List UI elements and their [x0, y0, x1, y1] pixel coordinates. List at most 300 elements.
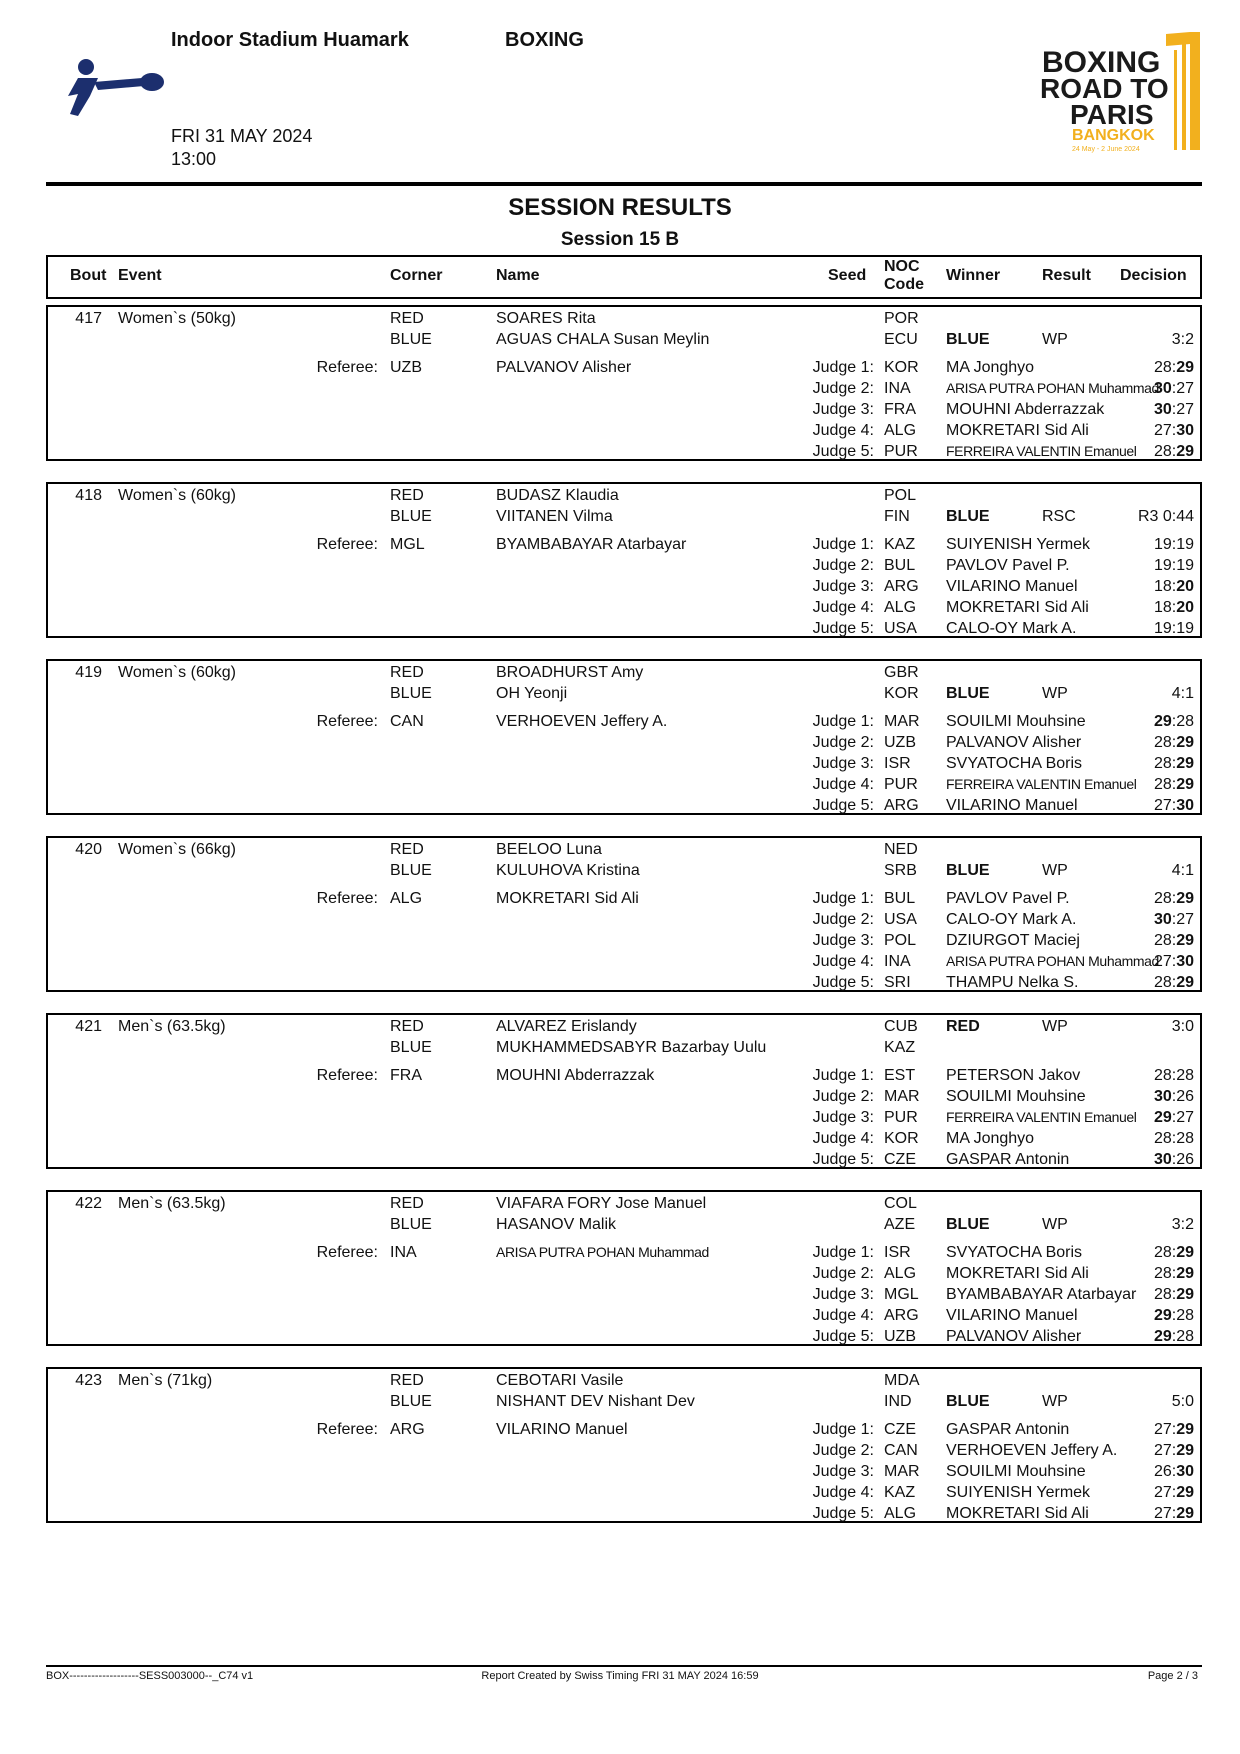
col-corner: Corner — [390, 267, 443, 284]
judge-name: PALVANOV Alisher — [946, 734, 1082, 751]
referee-name: BYAMBABAYAR Atarbayar — [496, 536, 687, 553]
judge-score: 26:30 — [1153, 1463, 1194, 1480]
judge-label: Judge 2: — [812, 380, 874, 397]
red-noc: POR — [884, 310, 919, 327]
judge-name: PAVLOV Pavel P. — [946, 557, 1070, 574]
result: WP — [1042, 1216, 1068, 1233]
judge-score-blue: 19 — [1176, 536, 1194, 553]
logo-line-dates: 24 May - 2 June 2024 — [1072, 146, 1140, 153]
winner: BLUE — [946, 862, 990, 879]
judge-noc: PUR — [884, 443, 918, 460]
judge-label: Judge 3: — [812, 755, 874, 772]
judge-score: 27:30 — [1153, 953, 1194, 970]
winner: BLUE — [946, 1216, 990, 1233]
judge-score-blue: 29 — [1176, 755, 1194, 772]
blue-noc: SRB — [884, 862, 917, 879]
col-result: Result — [1042, 267, 1091, 284]
judge-noc: UZB — [884, 734, 916, 751]
judge-score-red: 28 — [1153, 974, 1172, 991]
judge-name: FERREIRA VALENTIN Emanuel — [946, 776, 1137, 792]
judge-label: Judge 1: — [812, 1421, 874, 1438]
judge-score-red: 30 — [1153, 911, 1172, 928]
judge-noc: MGL — [884, 1286, 919, 1303]
judge-name: VERHOEVEN Jeffery A. — [946, 1442, 1118, 1459]
judge-name: ARISA PUTRA POHAN Muhammad — [946, 380, 1159, 396]
judge-score-red: 30 — [1153, 401, 1172, 418]
judge-score-blue: 27 — [1176, 911, 1194, 928]
winner: BLUE — [946, 1393, 990, 1410]
red-noc: NED — [884, 841, 918, 858]
judge-name: MA Jonghyo — [946, 1130, 1035, 1147]
judge-score-blue: 29 — [1176, 890, 1194, 907]
judge-score-red: 18 — [1153, 599, 1172, 616]
judge-label: Judge 3: — [812, 932, 874, 949]
blue-boxer-name: NISHANT DEV Nishant Dev — [496, 1393, 695, 1410]
judge-name: SOUILMI Mouhsine — [946, 1088, 1086, 1105]
blue-boxer-name: AGUAS CHALA Susan Meylin — [496, 331, 710, 348]
col-noc-line2: Code — [884, 276, 924, 293]
judge-score: 28:29 — [1153, 890, 1194, 907]
col-name: Name — [496, 267, 540, 284]
decision: 4:1 — [1171, 862, 1194, 879]
decision: 3:0 — [1171, 1018, 1194, 1035]
judge-score-blue: 20 — [1176, 578, 1194, 595]
judge-label: Judge 1: — [812, 536, 874, 553]
judge-label: Judge 5: — [812, 1505, 874, 1522]
judge-label: Judge 4: — [812, 953, 874, 970]
judge-score-red: 28 — [1153, 890, 1172, 907]
judge-score: 28:29 — [1153, 1286, 1194, 1303]
judge-score: 28:29 — [1153, 359, 1194, 376]
decision: 3:2 — [1171, 331, 1194, 348]
judge-label: Judge 4: — [812, 599, 874, 616]
judge-score-red: 19 — [1153, 557, 1172, 574]
red-boxer-name: BROADHURST Amy — [496, 664, 644, 681]
bout-number: 417 — [75, 310, 102, 327]
judge-score-blue: 29 — [1176, 1484, 1194, 1501]
judge-score: 28:28 — [1153, 1067, 1194, 1084]
bout-number: 419 — [75, 664, 102, 681]
judge-score: 28:29 — [1153, 776, 1194, 793]
judge-score-red: 18 — [1153, 578, 1172, 595]
judge-score: 28:29 — [1153, 1265, 1194, 1282]
judge-score: 18:20 — [1153, 599, 1194, 616]
decision: 3:2 — [1171, 1216, 1194, 1233]
judge-noc: UZB — [884, 1328, 916, 1345]
bout-block — [46, 1367, 1202, 1523]
judge-score-red: 28 — [1153, 1286, 1172, 1303]
blue-noc: KAZ — [884, 1039, 916, 1056]
blue-corner-label: BLUE — [390, 331, 432, 348]
judge-noc: CZE — [884, 1421, 916, 1438]
judge-score-blue: 30 — [1176, 797, 1194, 814]
judge-noc: KAZ — [884, 1484, 916, 1501]
blue-corner-label: BLUE — [390, 1393, 432, 1410]
referee-label: Referee: — [316, 1244, 378, 1261]
judge-label: Judge 5: — [812, 1328, 874, 1345]
judge-label: Judge 5: — [812, 620, 874, 637]
judge-name: GASPAR Antonin — [946, 1421, 1070, 1438]
judge-label: Judge 2: — [812, 734, 874, 751]
judge-name: MOUHNI Abderrazzak — [946, 401, 1105, 418]
boxing-pictogram-icon — [64, 56, 164, 118]
judge-score-red: 27 — [1153, 1484, 1172, 1501]
judge-score-blue: 29 — [1176, 734, 1194, 751]
logo-line-roadto: ROAD TO — [1040, 73, 1169, 104]
judge-score-red: 27 — [1153, 1442, 1172, 1459]
judge-name: MOKRETARI Sid Ali — [946, 1265, 1089, 1282]
judge-score-red: 27 — [1153, 797, 1172, 814]
judge-noc: MAR — [884, 1088, 920, 1105]
col-noc-line1: NOC — [884, 258, 920, 275]
referee-label: Referee: — [316, 536, 378, 553]
decision: 4:1 — [1171, 685, 1194, 702]
judge-noc: BUL — [884, 890, 916, 907]
judge-noc: POL — [884, 932, 917, 949]
referee-label: Referee: — [316, 1067, 378, 1084]
judge-noc: ALG — [884, 1265, 917, 1282]
red-noc: MDA — [884, 1372, 920, 1389]
judge-score-red: 28 — [1153, 755, 1172, 772]
bout-event: Women`s (50kg) — [118, 310, 236, 327]
header-divider — [46, 182, 1202, 186]
judge-score-red: 27 — [1153, 1421, 1172, 1438]
judge-score: 19:19 — [1153, 536, 1194, 553]
result: WP — [1042, 1018, 1068, 1035]
blue-noc: AZE — [884, 1216, 916, 1233]
judge-name: SVYATOCHA Boris — [946, 755, 1083, 772]
judge-label: Judge 5: — [812, 797, 874, 814]
red-corner-label: RED — [390, 1372, 424, 1389]
judge-name: MOKRETARI Sid Ali — [946, 599, 1089, 616]
judge-name: CALO-OY Mark A. — [946, 911, 1077, 928]
judge-score: 29:28 — [1153, 713, 1194, 730]
judge-name: SOUILMI Mouhsine — [946, 1463, 1086, 1480]
judge-score-blue: 29 — [1176, 932, 1194, 949]
judge-name: PAVLOV Pavel P. — [946, 890, 1070, 907]
judge-score-blue: 30 — [1176, 953, 1194, 970]
judge-score-red: 28 — [1153, 1244, 1172, 1261]
judge-noc: PUR — [884, 1109, 918, 1126]
logo-line-bangkok: BANGKOK — [1072, 127, 1155, 144]
judge-score: 27:29 — [1153, 1484, 1194, 1501]
judge-label: Judge 1: — [812, 359, 874, 376]
judge-score-red: 27 — [1153, 422, 1172, 439]
judge-score-blue: 29 — [1176, 1505, 1194, 1522]
judge-label: Judge 2: — [812, 557, 874, 574]
footer-divider — [46, 1665, 1202, 1667]
judge-score: 28:29 — [1153, 1244, 1194, 1261]
judge-label: Judge 4: — [812, 1307, 874, 1324]
bout-event: Women`s (60kg) — [118, 487, 236, 504]
blue-boxer-name: HASANOV Malik — [496, 1216, 617, 1233]
judge-noc: CAN — [884, 1442, 918, 1459]
col-seed: Seed — [828, 267, 867, 284]
judge-score-blue: 28 — [1176, 1067, 1194, 1084]
judge-noc: CZE — [884, 1151, 916, 1168]
judge-score-blue: 28 — [1176, 1307, 1194, 1324]
judge-label: Judge 4: — [812, 1484, 874, 1501]
judge-name: THAMPU Nelka S. — [946, 974, 1079, 991]
judge-score-blue: 28 — [1176, 713, 1194, 730]
bout-number: 423 — [75, 1372, 102, 1389]
bout-block — [46, 836, 1202, 992]
bout-block — [46, 305, 1202, 461]
judge-name: MA Jonghyo — [946, 359, 1035, 376]
judge-score-red: 27 — [1153, 953, 1172, 970]
judge-label: Judge 1: — [812, 1244, 874, 1261]
col-decision: Decision — [1120, 267, 1187, 284]
bout-number: 421 — [75, 1018, 102, 1035]
referee-label: Referee: — [316, 359, 378, 376]
bout-block — [46, 482, 1202, 638]
judge-score: 28:29 — [1153, 974, 1194, 991]
judge-score-blue: 29 — [1176, 359, 1194, 376]
judge-score-blue: 27 — [1176, 1109, 1194, 1126]
blue-corner-label: BLUE — [390, 1216, 432, 1233]
blue-noc: FIN — [884, 508, 910, 525]
bout-number: 418 — [75, 487, 102, 504]
judge-noc: KAZ — [884, 536, 916, 553]
judge-score: 19:19 — [1153, 620, 1194, 637]
judge-score-red: 19 — [1153, 620, 1172, 637]
judge-score-blue: 29 — [1176, 1265, 1194, 1282]
logo-line-paris: PARIS — [1070, 99, 1154, 130]
blue-boxer-name: OH Yeonji — [496, 685, 568, 702]
referee-noc: MGL — [390, 536, 425, 553]
judge-score: 30:27 — [1153, 401, 1194, 418]
session-datetime — [171, 125, 312, 171]
blue-boxer-name: VIITANEN Vilma — [496, 508, 613, 525]
judge-score: 30:26 — [1153, 1088, 1194, 1105]
decision: 5:0 — [1171, 1393, 1194, 1410]
judge-label: Judge 2: — [812, 1088, 874, 1105]
result: WP — [1042, 862, 1068, 879]
judge-score-red: 30 — [1153, 1151, 1172, 1168]
red-boxer-name: ALVAREZ Erislandy — [496, 1018, 637, 1035]
judge-noc: ARG — [884, 797, 919, 814]
judge-noc: INA — [884, 953, 911, 970]
judge-score-blue: 29 — [1176, 776, 1194, 793]
red-corner-label: RED — [390, 1018, 424, 1035]
winner: BLUE — [946, 685, 990, 702]
judge-label: Judge 3: — [812, 1463, 874, 1480]
judge-score-blue: 29 — [1176, 1421, 1194, 1438]
footer-page: Page 2 / 3 — [1147, 1670, 1198, 1682]
judge-score-blue: 30 — [1176, 1463, 1194, 1480]
judge-name: VILARINO Manuel — [946, 797, 1078, 814]
judge-noc: SRI — [884, 974, 911, 991]
blue-noc: IND — [884, 1393, 912, 1410]
bout-number: 422 — [75, 1195, 102, 1212]
red-noc: COL — [884, 1195, 917, 1212]
judge-label: Judge 5: — [812, 443, 874, 460]
judge-name: BYAMBABAYAR Atarbayar — [946, 1286, 1137, 1303]
judge-name: PETERSON Jakov — [946, 1067, 1081, 1084]
winner: BLUE — [946, 331, 990, 348]
judge-name: FERREIRA VALENTIN Emanuel — [946, 1109, 1137, 1125]
col-winner: Winner — [946, 267, 1001, 284]
judge-score-red: 28 — [1153, 932, 1172, 949]
judge-score-red: 29 — [1153, 1328, 1172, 1345]
judge-name: SUIYENISH Yermek — [946, 536, 1091, 553]
bout-event: Men`s (63.5kg) — [118, 1018, 226, 1035]
result: WP — [1042, 685, 1068, 702]
referee-noc: INA — [390, 1244, 417, 1261]
judge-noc: INA — [884, 380, 911, 397]
judge-label: Judge 3: — [812, 1109, 874, 1126]
judge-score: 29:28 — [1153, 1307, 1194, 1324]
bout-event: Women`s (60kg) — [118, 664, 236, 681]
referee-noc: FRA — [390, 1067, 422, 1084]
col-bout: Bout — [70, 267, 107, 284]
judge-noc: ARG — [884, 1307, 919, 1324]
judge-score-blue: 30 — [1176, 422, 1194, 439]
judge-name: MOKRETARI Sid Ali — [946, 422, 1089, 439]
judge-name: CALO-OY Mark A. — [946, 620, 1077, 637]
footer-code: BOX-------------------SESS003000--_C74 v1 — [46, 1670, 254, 1682]
judge-score-blue: 28 — [1176, 1130, 1194, 1147]
judge-label: Judge 2: — [812, 1442, 874, 1459]
result: WP — [1042, 1393, 1068, 1410]
judge-score-blue: 28 — [1176, 1328, 1194, 1345]
referee-name: MOKRETARI Sid Ali — [496, 890, 639, 907]
judge-score-blue: 27 — [1176, 380, 1194, 397]
judge-name: VILARINO Manuel — [946, 578, 1078, 595]
judge-noc: ALG — [884, 599, 917, 616]
judge-score: 28:29 — [1153, 443, 1194, 460]
judge-score-blue: 26 — [1176, 1151, 1194, 1168]
red-noc: CUB — [884, 1018, 918, 1035]
judge-name: FERREIRA VALENTIN Emanuel — [946, 443, 1137, 459]
judge-score-red: 28 — [1153, 1130, 1172, 1147]
judge-score-blue: 20 — [1176, 599, 1194, 616]
referee-noc: UZB — [390, 359, 422, 376]
judge-noc: ISR — [884, 1244, 911, 1261]
judge-score: 30:27 — [1153, 380, 1194, 397]
logo-line-boxing: BOXING — [1042, 46, 1161, 79]
blue-corner-label: BLUE — [390, 862, 432, 879]
referee-label: Referee: — [316, 890, 378, 907]
judge-label: Judge 5: — [812, 1151, 874, 1168]
judge-score: 19:19 — [1153, 557, 1194, 574]
blue-noc: ECU — [884, 331, 918, 348]
judge-noc: ALG — [884, 1505, 917, 1522]
judge-score-red: 28 — [1153, 734, 1172, 751]
judge-name: VILARINO Manuel — [946, 1307, 1078, 1324]
session-time: 13:00 — [171, 149, 217, 169]
judge-noc: MAR — [884, 1463, 920, 1480]
judge-label: Judge 2: — [812, 1265, 874, 1282]
footer-created: Report Created by Swiss Timing FRI 31 MAY 2024 16:59 — [481, 1670, 759, 1682]
judge-noc: EST — [884, 1067, 916, 1084]
bout-block — [46, 1013, 1202, 1169]
judge-label: Judge 1: — [812, 1067, 874, 1084]
judge-name: SOUILMI Mouhsine — [946, 713, 1086, 730]
red-boxer-name: BEELOO Luna — [496, 841, 602, 858]
referee-name: ARISA PUTRA POHAN Muhammad — [496, 1244, 709, 1260]
judge-score-red: 29 — [1153, 713, 1172, 730]
judge-score-red: 29 — [1153, 1109, 1172, 1126]
judge-noc: FRA — [884, 401, 916, 418]
judge-name: SUIYENISH Yermek — [946, 1484, 1091, 1501]
page-title: SESSION RESULTS — [508, 194, 732, 221]
judge-score-blue: 19 — [1176, 557, 1194, 574]
column-header — [46, 255, 1202, 299]
bout-event: Men`s (71kg) — [118, 1372, 213, 1389]
col-event: Event — [118, 267, 162, 284]
judge-score-blue: 29 — [1176, 1442, 1194, 1459]
referee-noc: ARG — [390, 1421, 425, 1438]
referee-name: PALVANOV Alisher — [496, 359, 632, 376]
red-corner-label: RED — [390, 1195, 424, 1212]
judge-score: 27:30 — [1153, 797, 1194, 814]
judge-score: 18:20 — [1153, 578, 1194, 595]
red-corner-label: RED — [390, 841, 424, 858]
blue-boxer-name: KULUHOVA Kristina — [496, 862, 640, 879]
judge-score-red: 30 — [1153, 1088, 1172, 1105]
judge-noc: USA — [884, 620, 917, 637]
judge-label: Judge 3: — [812, 401, 874, 418]
judge-noc: ISR — [884, 755, 911, 772]
bout-number: 420 — [75, 841, 102, 858]
winner: BLUE — [946, 508, 990, 525]
judge-score: 29:27 — [1153, 1109, 1194, 1126]
blue-boxer-name: MUKHAMMEDSABYR Bazarbay Uulu — [496, 1039, 767, 1056]
red-boxer-name: BUDASZ Klaudia — [496, 487, 619, 504]
judge-score-blue: 27 — [1176, 401, 1194, 418]
red-noc: GBR — [884, 664, 919, 681]
judge-score-red: 28 — [1153, 359, 1172, 376]
judge-label: Judge 4: — [812, 1130, 874, 1147]
decision: R3 0:44 — [1137, 508, 1194, 525]
red-boxer-name: SOARES Rita — [496, 310, 596, 327]
judge-name: MOKRETARI Sid Ali — [946, 1505, 1089, 1522]
red-corner-label: RED — [390, 310, 424, 327]
judge-score-red: 26 — [1153, 1463, 1172, 1480]
judge-noc: ARG — [884, 578, 919, 595]
referee-noc: CAN — [390, 713, 424, 730]
judge-score-blue: 29 — [1176, 1244, 1194, 1261]
session-date: FRI 31 MAY 2024 — [171, 126, 313, 146]
judge-label: Judge 2: — [812, 911, 874, 928]
judge-noc: ALG — [884, 422, 917, 439]
judge-score-blue: 29 — [1176, 443, 1194, 460]
judge-label: Judge 4: — [812, 776, 874, 793]
red-corner-label: RED — [390, 664, 424, 681]
judge-score-red: 28 — [1153, 1067, 1172, 1084]
judge-score-red: 28 — [1153, 443, 1172, 460]
judge-noc: BUL — [884, 557, 916, 574]
judge-name: SVYATOCHA Boris — [946, 1244, 1083, 1261]
judge-score-red: 27 — [1153, 1505, 1172, 1522]
bout-block — [46, 1190, 1202, 1346]
blue-noc: KOR — [884, 685, 919, 702]
judge-score: 27:30 — [1153, 422, 1194, 439]
bout-block — [46, 659, 1202, 815]
judge-noc: MAR — [884, 713, 920, 730]
red-boxer-name: CEBOTARI Vasile — [496, 1372, 624, 1389]
judge-noc: KOR — [884, 359, 919, 376]
judge-score-red: 30 — [1153, 380, 1172, 397]
blue-corner-label: BLUE — [390, 508, 432, 525]
bout-event: Men`s (63.5kg) — [118, 1195, 226, 1212]
judge-label: Judge 1: — [812, 713, 874, 730]
blue-corner-label: BLUE — [390, 685, 432, 702]
judge-score-red: 28 — [1153, 776, 1172, 793]
judge-score-red: 19 — [1153, 536, 1172, 553]
red-boxer-name: VIAFARA FORY Jose Manuel — [496, 1195, 707, 1212]
